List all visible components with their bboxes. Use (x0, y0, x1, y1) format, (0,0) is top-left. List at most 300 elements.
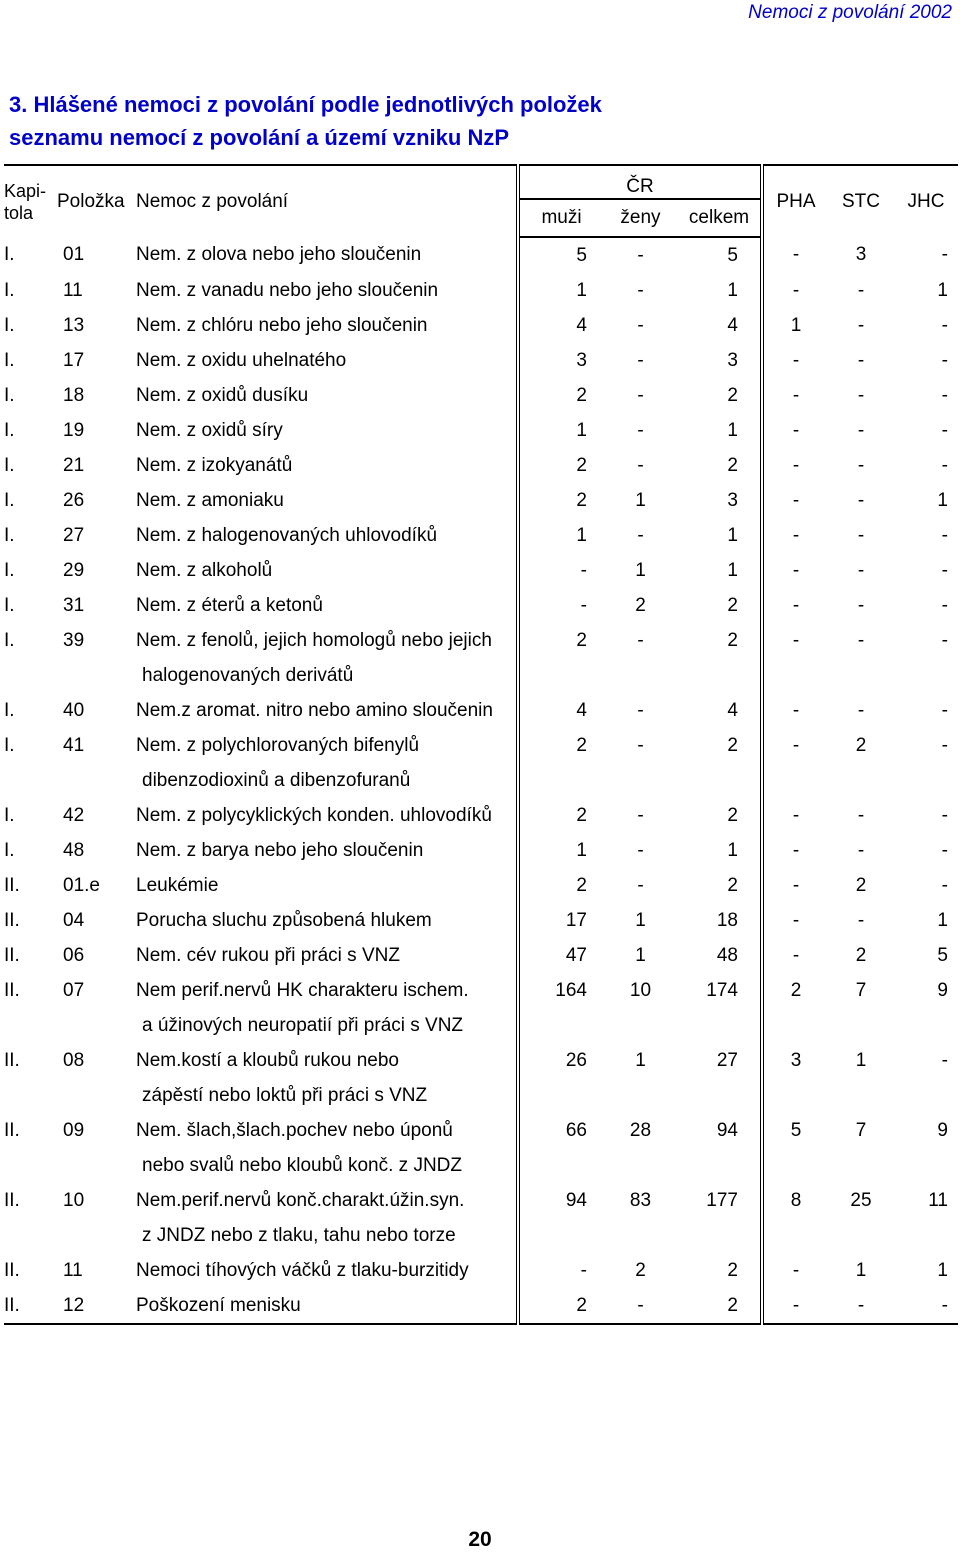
cell-stc: 2 (855, 734, 867, 756)
cell-muzi (518, 1008, 603, 1043)
cell-polozka (57, 1078, 136, 1113)
cell-stc (828, 1008, 894, 1043)
cell-stc: - (857, 349, 865, 371)
cell-nemoc: Nem. z éterů a ketonů (136, 588, 518, 623)
cell-polozka: 39 (63, 629, 85, 651)
column-header-jhc: JHC (894, 165, 958, 237)
cell-jhc (894, 1218, 958, 1253)
cell-zeny (603, 1008, 678, 1043)
table-body (4, 237, 958, 1324)
cell-polozka (57, 763, 136, 798)
page-number: 20 (468, 1528, 492, 1551)
table-row (4, 693, 958, 728)
cell-pha: - (792, 559, 800, 581)
cell-kapitola: II. (4, 909, 20, 931)
cell-polozka: 12 (57, 1288, 136, 1324)
cell-kapitola: II. (4, 874, 20, 896)
cell-nemoc: Poškození menisku (136, 1288, 518, 1324)
cell-zeny: - (637, 279, 644, 301)
cell-celkem: 3 (678, 343, 762, 378)
cell-polozka: 09 (63, 1119, 85, 1141)
cell-celkem: 5 (678, 237, 762, 273)
cell-kapitola (4, 1148, 57, 1183)
column-header-polozka: Položka (57, 165, 136, 237)
cell-stc: 7 (855, 979, 867, 1001)
cell-pha: - (792, 804, 800, 826)
cell-stc: 3 (855, 244, 867, 265)
cell-muzi: 94 (565, 1189, 587, 1211)
cell-nemoc: Nem. z vanadu nebo jeho sloučenin (136, 273, 518, 308)
cell-muzi: 1 (576, 524, 587, 546)
cell-stc: 2 (855, 944, 867, 966)
cell-celkem: 18 (678, 903, 762, 938)
cell-muzi: - (580, 594, 587, 616)
cell-zeny: - (637, 734, 644, 756)
cell-kapitola: II. (4, 1288, 57, 1324)
cell-celkem: 2 (678, 623, 762, 658)
cell-kapitola: II. (4, 1259, 20, 1281)
cell-nemoc: Leukémie (136, 868, 518, 903)
cell-kapitola: I. (4, 524, 15, 546)
cell-pha: - (792, 279, 800, 301)
cell-stc: 1 (855, 1259, 867, 1281)
cell-kapitola: I. (4, 384, 15, 406)
table-row-continuation (4, 763, 958, 798)
cell-stc: - (828, 1288, 894, 1324)
cell-pha: - (792, 454, 800, 476)
cell-pha: - (792, 349, 800, 371)
cell-jhc: - (941, 454, 948, 476)
cell-zeny: - (637, 699, 644, 721)
cell-jhc: 1 (937, 279, 948, 301)
cell-polozka: 08 (63, 1049, 85, 1071)
cell-stc: - (857, 909, 865, 931)
cell-polozka: 40 (63, 699, 85, 721)
cell-nemoc: Nem. z chlóru nebo jeho sloučenin (136, 308, 518, 343)
cell-celkem: 2 (678, 798, 762, 833)
table-row-continuation (4, 1078, 958, 1113)
cell-muzi (518, 1078, 603, 1113)
cell-stc: - (857, 839, 865, 861)
table-row (4, 623, 958, 658)
column-header-cr: ČR (518, 165, 762, 199)
cell-jhc: - (941, 874, 948, 896)
cell-celkem: 1 (678, 833, 762, 868)
cell-stc (828, 658, 894, 693)
cell-zeny (603, 1148, 678, 1183)
cell-jhc (894, 763, 958, 798)
table-row (4, 903, 958, 938)
cell-stc (828, 763, 894, 798)
cell-nemoc-continued: nebo svalů nebo kloubů konč. z JNDZ (136, 1148, 518, 1183)
cell-jhc: - (894, 1288, 958, 1324)
cell-kapitola: II. (4, 1049, 20, 1071)
cell-stc: - (857, 629, 865, 651)
cell-pha: - (792, 384, 800, 406)
cell-zeny: 10 (629, 979, 652, 1001)
cell-kapitola: I. (4, 699, 15, 721)
cell-pha: - (792, 944, 800, 966)
cell-stc: - (857, 559, 865, 581)
cell-muzi: - (580, 1259, 587, 1281)
cell-pha: - (792, 489, 800, 511)
column-header-stc: STC (828, 165, 894, 237)
column-header-zeny: ženy (603, 199, 678, 237)
table-row (4, 483, 958, 518)
cell-nemoc: Nem. z alkoholů (136, 553, 518, 588)
cell-jhc (894, 1008, 958, 1043)
cell-zeny (603, 1078, 678, 1113)
cell-muzi: 2 (576, 629, 587, 651)
cell-pha (762, 1218, 828, 1253)
section-title-line-1: 3. Hlášené nemoci z povolání podle jednotlivých položek (9, 92, 602, 117)
cell-jhc: - (941, 384, 948, 406)
table-row (4, 237, 958, 273)
cell-jhc: - (941, 804, 948, 826)
cell-stc: 2 (855, 874, 867, 896)
cell-polozka: 29 (63, 559, 85, 581)
cell-celkem: 1 (678, 413, 762, 448)
cell-jhc: - (941, 594, 948, 616)
cell-muzi: 26 (565, 1049, 587, 1071)
column-header-kapitola (4, 165, 57, 237)
cell-zeny: 1 (635, 909, 646, 931)
cell-muzi (518, 1148, 603, 1183)
cell-zeny: 83 (629, 1189, 652, 1211)
cell-zeny: - (637, 804, 644, 826)
cell-celkem: 48 (678, 938, 762, 973)
cell-muzi: 4 (576, 314, 587, 336)
cell-kapitola: I. (4, 349, 15, 371)
cell-polozka: 19 (63, 419, 85, 441)
cell-kapitola (4, 658, 57, 693)
cell-polozka: 42 (63, 804, 85, 826)
cell-zeny (603, 658, 678, 693)
cell-stc: 25 (850, 1189, 872, 1211)
cell-nemoc: Nem. z halogenovaných uhlovodíků (136, 518, 518, 553)
cell-zeny: - (637, 454, 644, 476)
cell-stc: - (857, 419, 865, 441)
cell-celkem (678, 658, 762, 693)
cell-zeny (603, 763, 678, 798)
cell-nemoc-continued: halogenovaných derivátů (136, 658, 518, 693)
cell-pha: - (792, 1259, 800, 1281)
cell-nemoc: Nem. z olova nebo jeho sloučenin (136, 237, 518, 273)
cell-kapitola (4, 1078, 57, 1113)
table-row (4, 308, 958, 343)
cell-zeny: - (603, 1288, 678, 1324)
cell-muzi: 1 (576, 419, 587, 441)
table-row (4, 273, 958, 308)
cell-celkem: 2 (678, 588, 762, 623)
cell-kapitola: I. (4, 734, 15, 756)
cell-nemoc-continued: dibenzodioxinů a dibenzofuranů (136, 763, 518, 798)
table-row (4, 1043, 958, 1078)
cell-jhc: 1 (937, 909, 948, 931)
cell-polozka: 17 (63, 349, 85, 371)
cell-polozka: 13 (63, 314, 85, 336)
cell-polozka: 10 (63, 1189, 85, 1211)
table-row (4, 378, 958, 413)
cell-muzi: 3 (576, 349, 587, 371)
cell-nemoc: Nem. cév rukou při práci s VNZ (136, 938, 518, 973)
cell-muzi: 47 (565, 944, 587, 966)
cell-nemoc: Nem. z polycyklických konden. uhlovodíků (136, 798, 518, 833)
cell-jhc: 5 (937, 944, 948, 966)
cell-zeny: 1 (635, 559, 646, 581)
cell-polozka: 18 (63, 384, 85, 406)
cell-polozka: 48 (63, 839, 85, 861)
kapitola-label-line-1: Kapi- (4, 180, 47, 201)
cell-zeny: - (637, 524, 644, 546)
table-row (4, 343, 958, 378)
cell-nemoc: Nem. z polychlorovaných bifenylů (136, 728, 518, 763)
cell-kapitola: I. (4, 594, 15, 616)
cell-jhc: - (941, 314, 948, 336)
cell-muzi: 164 (555, 979, 587, 1001)
cell-polozka: 11 (63, 279, 83, 301)
cell-zeny (603, 1218, 678, 1253)
cell-polozka (57, 1148, 136, 1183)
cell-polozka: 26 (63, 489, 85, 511)
cell-pha: - (792, 874, 800, 896)
cell-kapitola (4, 1218, 57, 1253)
cell-jhc: - (941, 734, 948, 756)
cell-jhc: 1 (937, 489, 948, 511)
cell-nemoc: Nem. z oxidu uhelnatého (136, 343, 518, 378)
cell-stc: - (857, 384, 865, 406)
cell-zeny: - (637, 244, 644, 266)
cell-polozka: 04 (63, 909, 85, 931)
cell-celkem (678, 763, 762, 798)
cell-zeny: - (637, 419, 644, 441)
column-header-pha: PHA (762, 165, 828, 237)
cell-nemoc: Nem.z aromat. nitro nebo amino sloučenin (136, 693, 518, 728)
cell-kapitola: II. (4, 1119, 20, 1141)
column-header-nemoc: Nemoc z povolání (136, 165, 518, 237)
cell-jhc: 1 (937, 1259, 948, 1281)
cell-polozka (57, 1218, 136, 1253)
cell-stc: - (857, 454, 865, 476)
cell-pha: 2 (790, 979, 802, 1001)
cell-jhc: - (941, 349, 948, 371)
column-header-muzi: muži (518, 199, 603, 237)
cell-nemoc: Nem. z amoniaku (136, 483, 518, 518)
cell-stc: - (857, 314, 865, 336)
cell-zeny: - (637, 874, 644, 896)
cell-muzi: 2 (576, 454, 587, 476)
cell-muzi: 2 (518, 1288, 603, 1324)
cell-muzi: 2 (576, 384, 587, 406)
cell-polozka: 01 (63, 244, 85, 265)
cell-polozka: 01.e (63, 874, 100, 896)
cell-celkem: 94 (678, 1113, 762, 1148)
table-row-continuation (4, 1218, 958, 1253)
running-header-title: Nemoci z povolání 2002 (748, 2, 952, 23)
cell-polozka: 41 (63, 734, 85, 756)
cell-muzi: 66 (565, 1119, 587, 1141)
cell-celkem: 27 (678, 1043, 762, 1078)
cell-celkem (678, 1008, 762, 1043)
cell-kapitola (4, 763, 57, 798)
cell-muzi: 2 (576, 734, 587, 756)
cell-pha: 3 (790, 1049, 802, 1071)
cell-nemoc: Nem.perif.nervů konč.charakt.úžin.syn. (136, 1183, 518, 1218)
cell-muzi (518, 1218, 603, 1253)
cell-polozka: 11 (63, 1259, 83, 1281)
cell-kapitola (4, 1008, 57, 1043)
cell-pha (762, 1148, 828, 1183)
cell-jhc: 11 (928, 1189, 948, 1211)
cell-kapitola: II. (4, 1189, 20, 1211)
cell-kapitola: II. (4, 944, 20, 966)
cell-zeny: 2 (635, 1259, 646, 1281)
cell-jhc: 9 (937, 979, 948, 1001)
cell-stc: - (857, 804, 865, 826)
cell-polozka: 06 (63, 944, 85, 966)
cell-nemoc: Nemoci tíhových váčků z tlaku-burzitidy (136, 1253, 518, 1288)
cell-muzi: 5 (576, 244, 587, 266)
cell-celkem (678, 1078, 762, 1113)
cell-stc: - (857, 699, 865, 721)
cell-kapitola: I. (4, 419, 15, 441)
cell-celkem: 1 (678, 553, 762, 588)
cell-zeny: - (637, 839, 644, 861)
cell-jhc (894, 658, 958, 693)
cell-polozka: 07 (63, 979, 85, 1001)
cell-pha: 1 (790, 314, 802, 336)
cell-celkem: 4 (678, 693, 762, 728)
cell-nemoc: Porucha sluchu způsobená hlukem (136, 903, 518, 938)
occupational-disease-table (4, 164, 958, 1325)
cell-celkem: 2 (678, 1288, 762, 1324)
cell-kapitola: I. (4, 279, 15, 301)
cell-pha: - (762, 1288, 828, 1324)
cell-muzi: 4 (576, 699, 587, 721)
cell-pha (762, 658, 828, 693)
cell-nemoc-continued: a úžinových neuropatií při práci s VNZ (136, 1008, 518, 1043)
table-row (4, 798, 958, 833)
cell-jhc: - (941, 1049, 948, 1071)
table-row-continuation (4, 1148, 958, 1183)
cell-stc: - (857, 594, 865, 616)
cell-muzi: 1 (576, 279, 587, 301)
cell-jhc (894, 1148, 958, 1183)
cell-pha: - (792, 839, 800, 861)
cell-pha (762, 763, 828, 798)
table-row (4, 588, 958, 623)
cell-kapitola: I. (4, 454, 15, 476)
cell-zeny: - (637, 349, 644, 371)
table-row (4, 728, 958, 763)
cell-stc (828, 1148, 894, 1183)
table-row (4, 413, 958, 448)
table-row (4, 1288, 958, 1324)
cell-jhc: - (941, 559, 948, 581)
cell-zeny: 1 (635, 1049, 646, 1071)
cell-celkem (678, 1218, 762, 1253)
cell-pha: - (792, 244, 800, 265)
cell-zeny: - (637, 314, 644, 336)
cell-zeny: 1 (635, 944, 646, 966)
cell-nemoc-continued: z JNDZ nebo z tlaku, tahu nebo torze (136, 1218, 518, 1253)
cell-nemoc: Nem. z fenolů, jejich homologů nebo jejich (136, 623, 518, 658)
cell-pha: 5 (790, 1119, 802, 1141)
cell-muzi: 17 (565, 909, 587, 931)
cell-muzi (518, 763, 603, 798)
cell-pha: - (792, 524, 800, 546)
table-row (4, 1183, 958, 1218)
cell-polozka: 21 (63, 454, 85, 476)
cell-nemoc-continued: zápěstí nebo loktů při práci s VNZ (136, 1078, 518, 1113)
cell-stc: 7 (855, 1119, 867, 1141)
cell-polozka (57, 658, 136, 693)
cell-kapitola: I. (4, 489, 15, 511)
cell-stc: - (857, 489, 865, 511)
table-row-continuation (4, 1008, 958, 1043)
table-row (4, 973, 958, 1008)
cell-jhc: - (941, 629, 948, 651)
cell-pha: - (792, 594, 800, 616)
cell-celkem: 2 (678, 1253, 762, 1288)
cell-stc (828, 1078, 894, 1113)
cell-pha: - (792, 734, 800, 756)
cell-jhc: - (941, 244, 948, 265)
column-header-celkem: celkem (678, 199, 762, 237)
cell-jhc (894, 1078, 958, 1113)
cell-nemoc: Nem. z oxidů dusíku (136, 378, 518, 413)
cell-pha: - (792, 909, 800, 931)
cell-kapitola: I. (4, 839, 15, 861)
cell-pha (762, 1078, 828, 1113)
cell-nemoc: Nem. z oxidů síry (136, 413, 518, 448)
cell-muzi (518, 658, 603, 693)
cell-kapitola: II. (4, 979, 20, 1001)
table-row (4, 938, 958, 973)
cell-pha: - (792, 699, 800, 721)
cell-celkem: 2 (678, 868, 762, 903)
cell-celkem: 2 (678, 448, 762, 483)
cell-celkem: 1 (678, 273, 762, 308)
cell-celkem: 3 (678, 483, 762, 518)
cell-kapitola: I. (4, 804, 15, 826)
cell-celkem: 1 (678, 518, 762, 553)
cell-celkem: 174 (678, 973, 762, 1008)
table-row (4, 1113, 958, 1148)
cell-jhc: - (941, 839, 948, 861)
cell-zeny: 1 (635, 489, 646, 511)
cell-zeny: 28 (629, 1119, 652, 1141)
cell-pha: - (792, 629, 800, 651)
cell-nemoc: Nem. z barya nebo jeho sloučenin (136, 833, 518, 868)
cell-nemoc: Nem perif.nervů HK charakteru ischem. (136, 973, 518, 1008)
kapitola-label-line-2: tola (4, 202, 34, 223)
cell-kapitola: I. (4, 314, 15, 336)
cell-zeny: - (637, 384, 644, 406)
cell-jhc: - (941, 524, 948, 546)
section-title (9, 88, 602, 154)
cell-pha: - (792, 419, 800, 441)
table-row (4, 553, 958, 588)
cell-polozka: 31 (63, 594, 85, 616)
cell-jhc: - (941, 419, 948, 441)
cell-stc: 1 (855, 1049, 867, 1071)
cell-kapitola: I. (4, 629, 15, 651)
cell-jhc: - (941, 699, 948, 721)
cell-pha (762, 1008, 828, 1043)
cell-nemoc: Nem.kostí a kloubů rukou nebo (136, 1043, 518, 1078)
table-row-continuation (4, 658, 958, 693)
